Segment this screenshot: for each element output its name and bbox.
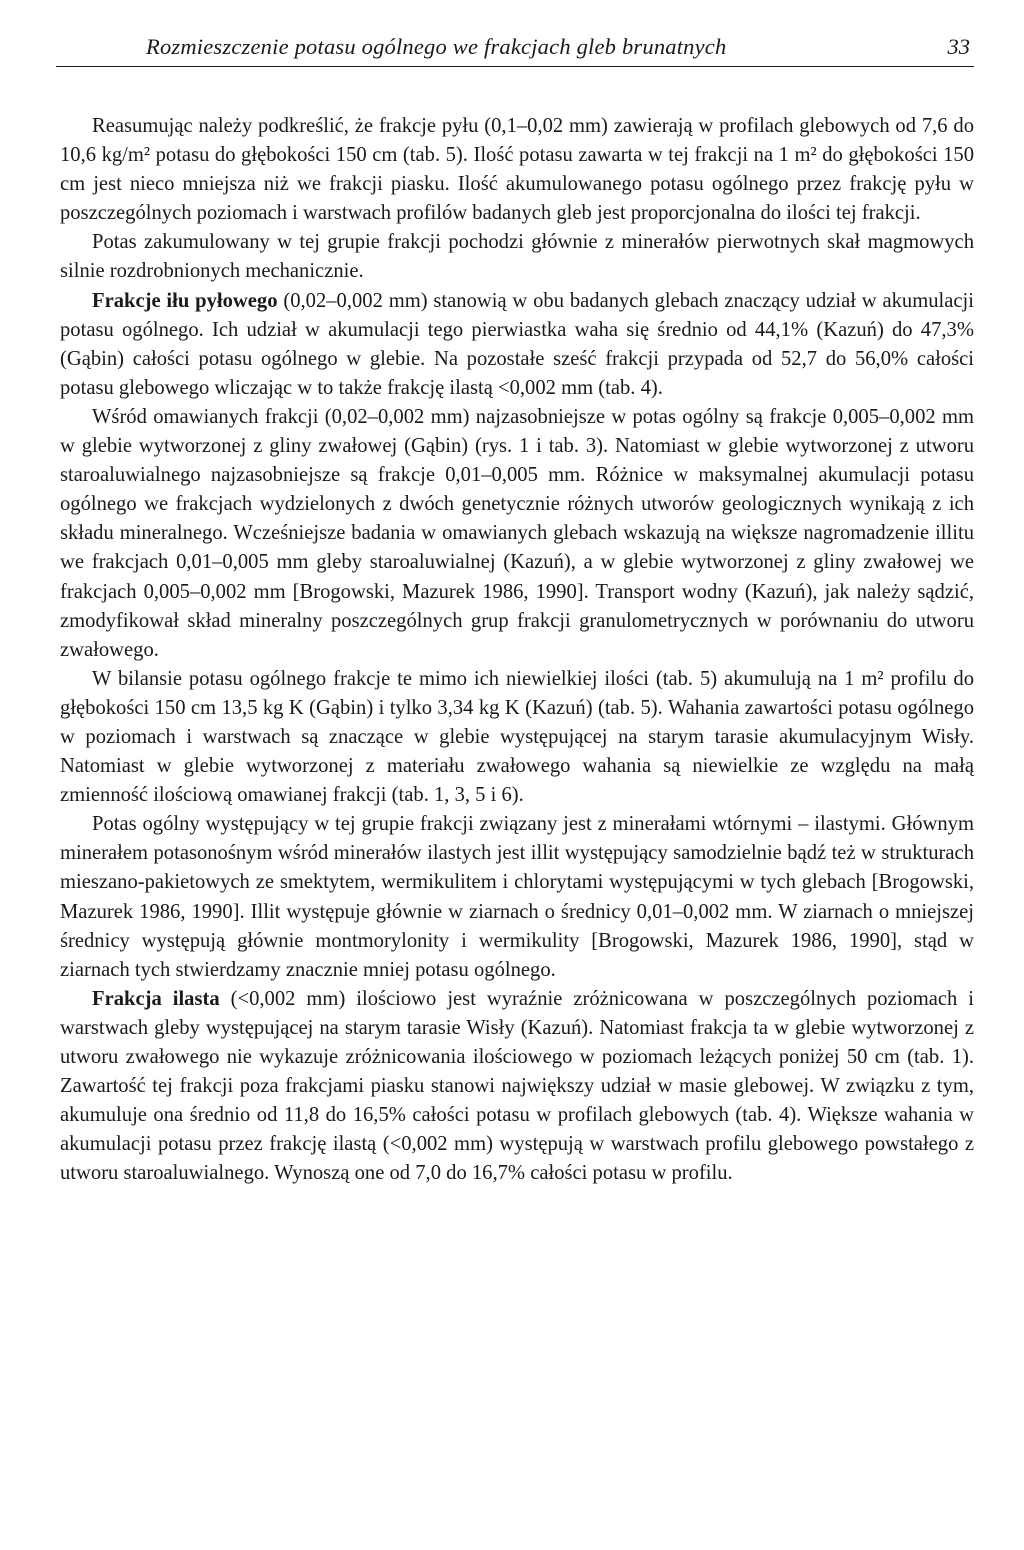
paragraph-7-text: (<0,002 mm) ilościowo jest wyraźnie zróżnicowana w poszczególnych poziomach i warstwach gleby występującej na starym tarasie Wisły (Kazuń). Natomiast frakcja ta w glebie wytworzonej z utworu zwałowego nie wykazuje zróżnicowania ilościowego w poziomach leżących poniżej 50 cm (tab. 1). Zawartość tej frakcji poza frakcjami piasku stanowi największy udział w masie glebowej. W związku z tym, akumuluje ona średnio od 11,8 do 16,5% całości potasu w profilach glebowych (tab. 4). Większe wahania w akumulacji potasu przez frakcję ilastą (<0,002 mm) występują w warstwach profilu glebowego powstałego z utworu staroaluwialnego. Wynoszą one od 7,0 do 16,7% całości potasu w profilu. bbox=[60, 987, 975, 1185]
paragraph-6: Potas ogólny występujący w tej grupie frakcji związany jest z minerałami wtórnymi – ilastymi. Głównym minerałem potasonośnym wśród minerałów ilastych jest illit występujący samodzielnie bądź też w strukturach mieszano-pakietowych ze smektytem, wermikulitem i chlorytami występującymi w tych glebach [Brogowski, Mazurek 1986, 1990]. Illit występuje głównie w ziarnach o średnicy 0,01–0,002 mm. W ziarnach o mniejszej średnicy występują głównie montmorylonity i wermikulity [Brogowski, Mazurek 1986, 1990], stąd w ziarnach tych stwierdzamy znacznie mniej potasu ogólnego. bbox=[60, 813, 974, 981]
paragraph-7 bbox=[60, 985, 974, 1189]
paragraph-3-heading: Frakcje iłu pyłowego bbox=[92, 289, 278, 312]
page-number: 33 bbox=[947, 34, 970, 59]
paragraph-5: W bilansie potasu ogólnego frakcje te mimo ich niewielkiej ilości (tab. 5) akumulują na 1 m² profilu do głębokości 150 cm 13,5 kg K (Gąbin) i tylko 3,34 kg K (Kazuń) (tab. 5). Wahania zawartości potasu ogólnego w poziomach i warstwach są znaczące w glebie występującej na starym tarasie akumulacyjnym Wisły. Natomiast w glebie wytworzonej z materiału zwałowego wahania są niewielkie ze względu na małą zmienność ilościową omawianej frakcji (tab. 1, 3, 5 i 6). bbox=[60, 667, 974, 807]
paragraph-7-heading: Frakcja ilasta bbox=[92, 987, 220, 1010]
paragraph-4: Wśród omawianych frakcji (0,02–0,002 mm) najzasobniejsze w potas ogólny są frakcje 0,005–0,002 mm w glebie wytworzonej z gliny zwałowej (Gąbin) (rys. 1 i tab. 3). Natomiast w glebie wytworzonej z utworu staroaluwialnego najzasobniejsze są frakcje 0,01–0,005 mm. Różnice w maksymalnej akumulacji potasu ogólnego we frakcjach wydzielonych z dwóch genetycznie różnych utworów geologicznych wynikają z ich składu mineralnego. Wcześniejsze badania w omawianych glebach wskazują na większe nagromadzenie illitu we frakcjach 0,01–0,005 mm gleby staroaluwialnej (Kazuń), a w glebie wytworzonej z gliny zwałowej we frakcjach 0,005–0,002 mm [Brogowski, Mazurek 1986, 1990]. Transport wodny (Kazuń), jak należy sądzić, zmodyfikował skład mineralny poszczególnych grup frakcji granulometrycznych w porównaniu do utworu zwałowego. bbox=[60, 405, 974, 661]
paragraph-1: Reasumując należy podkreślić, że frakcje pyłu (0,1–0,02 mm) zawierają w profilach glebowych od 7,6 do 10,6 kg/m² potasu do głębokości 150 cm (tab. 5). Ilość potasu zawarta w tej frakcji na 1 m² do głębokości 150 cm jest nieco mniejsza niż we frakcji piasku. Ilość akumulowanego potasu ogólnego przez frakcję pyłu w poszczególnych poziomach i warstwach profilów badanych gleb jest proporcjonalna do ilości tej frakcji. bbox=[60, 115, 974, 225]
paragraph-3 bbox=[60, 287, 974, 403]
running-header bbox=[56, 34, 974, 67]
paragraph-2: Potas zakumulowany w tej grupie frakcji pochodzi głównie z minerałów pierwotnych skał magmowych silnie rozdrobnionych mechanicznie. bbox=[60, 231, 974, 283]
body-text bbox=[60, 112, 974, 1188]
running-title: Rozmieszczenie potasu ogólnego we frakcjach gleb brunatnych bbox=[146, 34, 727, 59]
paragraph-3-text: (0,02–0,002 mm) stanowią w obu badanych glebach znaczący udział w akumulacji potasu ogólnego. Ich udział w akumulacji tego pierwiastka waha się średnio od 44,1% (Kazuń) do 47,3% (Gąbin) całości potasu ogólnego w glebie. Na pozostałe sześć frakcji przypada od 52,7 do 56,0% całości potasu glebowego wliczając w to także frakcję ilastą <0,002 mm (tab. 4). bbox=[60, 289, 974, 399]
